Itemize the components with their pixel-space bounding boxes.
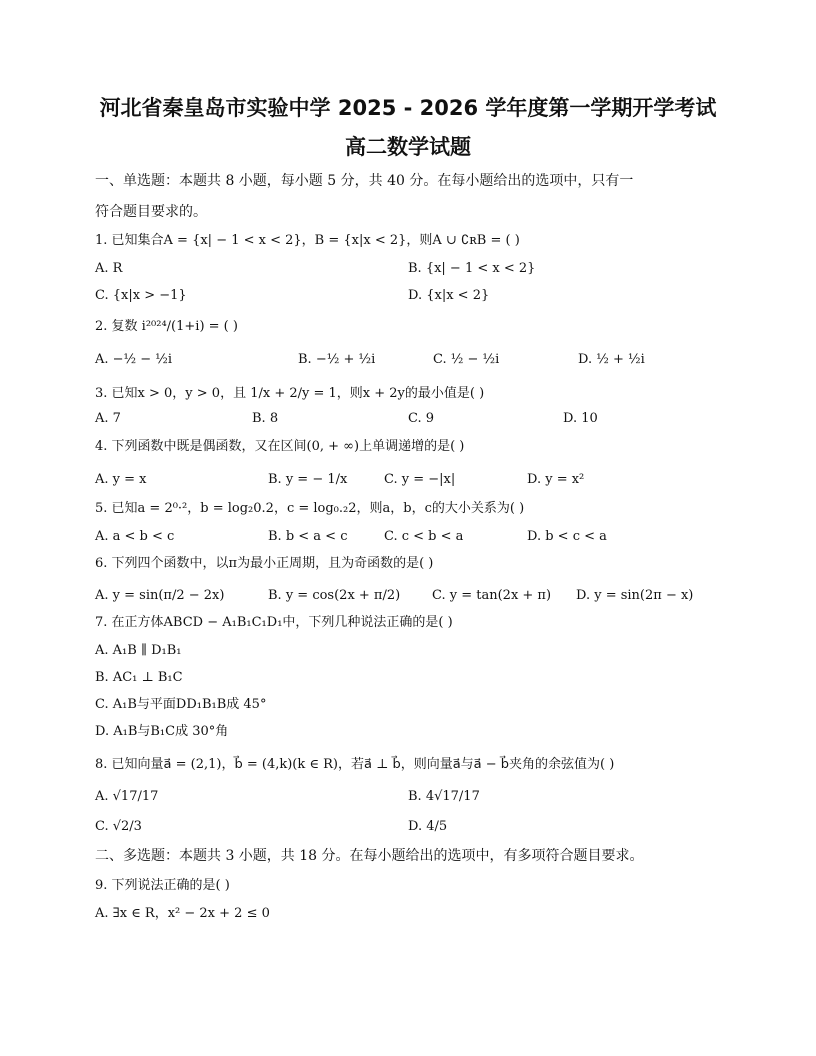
q4-stem: 4. 下列函数中既是偶函数，又在区间(0, + ∞)上单调递增的是( ) [95,439,465,454]
q5-option-c: C. c < b < a [384,529,464,544]
q4-option-c: C. y = −|x| [384,472,456,487]
q7-option-a: A. A₁B ∥ D₁B₁ [95,643,182,658]
q1-option-a: A. R [95,261,123,276]
q7-option-b: B. AC₁ ⊥ B₁C [95,670,183,685]
q1-option-d: D. {x|x < 2} [408,288,490,303]
q4-option-d: D. y = x² [527,472,585,487]
q2-option-d: D. ½ + ½i [578,352,645,367]
q8-option-c: C. √2/3 [95,819,142,834]
q8-option-d: D. 4/5 [408,819,448,834]
q2-option-a: A. −½ − ½i [95,352,173,367]
q3-option-d: D. 10 [563,411,598,426]
exam-subtitle: 高二数学试题 [345,135,471,159]
q5-option-a: A. a < b < c [95,529,175,544]
q2-option-c: C. ½ − ½i [433,352,500,367]
q9-option-a: A. ∃x ∈ R，x² − 2x + 2 ≤ 0 [95,906,270,921]
q2-option-b: B. −½ + ½i [298,352,376,367]
q3-option-a: A. 7 [95,411,121,426]
q8-stem: 8. 已知向量a⃗ = (2,1)，b⃗ = (4,k)(k ∈ R)，若a⃗ ⊥ b⃗，则向量a⃗与a⃗ − b⃗夹角的余弦值为( ) [95,757,615,772]
q6-option-b: B. y = cos(2x + π/2) [268,588,401,603]
q6-option-a: A. y = sin(π/2 − 2x) [95,588,225,603]
q5-stem: 5. 已知a = 2⁰·²，b = log₂0.2，c = log₀.₂2，则a，b，c的大小关系为( ) [95,501,525,516]
q7-option-d: D. A₁B与B₁C成 30°角 [95,724,229,739]
exam-title: 河北省秦皇岛市实验中学 2025 - 2026 学年度第一学期开学考试 [99,96,717,120]
q2-stem: 2. 复数 i²⁰²⁴/(1+i) = ( ) [95,319,238,334]
q3-option-c: C. 9 [408,411,435,426]
q6-option-d: D. y = sin(2π − x) [576,588,694,603]
q8-option-b: B. 4√17/17 [408,789,480,804]
q6-stem: 6. 下列四个函数中，以π为最小正周期，且为奇函数的是( ) [95,556,434,571]
q4-option-b: B. y = − 1/x [268,472,348,487]
q3-option-b: B. 8 [252,411,279,426]
q3-stem: 3. 已知x > 0，y > 0，且 1/x + 2/y = 1，则x + 2y的最小值是( ) [95,386,485,401]
q1-option-b: B. {x| − 1 < x < 2} [408,261,536,276]
q5-option-b: B. b < a < c [268,529,348,544]
section1-heading: 一、单选题：本题共 8 小题，每小题 5 分，共 40 分。在每小题给出的选项中，只有一 [95,173,634,189]
section2-heading: 二、多选题：本题共 3 小题，共 18 分。在每小题给出的选项中，有多项符合题目要求。 [95,848,644,864]
q4-option-a: A. y = x [95,472,147,487]
q1-stem: 1. 已知集合A = {x| − 1 < x < 2}，B = {x|x < 2}，则A ∪ ∁ʀB = ( ) [95,233,520,248]
q8-option-a: A. √17/17 [95,789,159,804]
q9-stem: 9. 下列说法正确的是( ) [95,878,230,893]
q6-option-c: C. y = tan(2x + π) [432,588,552,603]
q7-option-c: C. A₁B与平面DD₁B₁B成 45° [95,697,267,712]
q5-option-d: D. b < c < a [527,529,607,544]
q7-stem: 7. 在正方体ABCD − A₁B₁C₁D₁中，下列几种说法正确的是( ) [95,615,453,630]
section1-heading-cont: 符合题目要求的。 [95,204,207,220]
q1-option-c: C. {x|x > −1} [95,288,187,303]
